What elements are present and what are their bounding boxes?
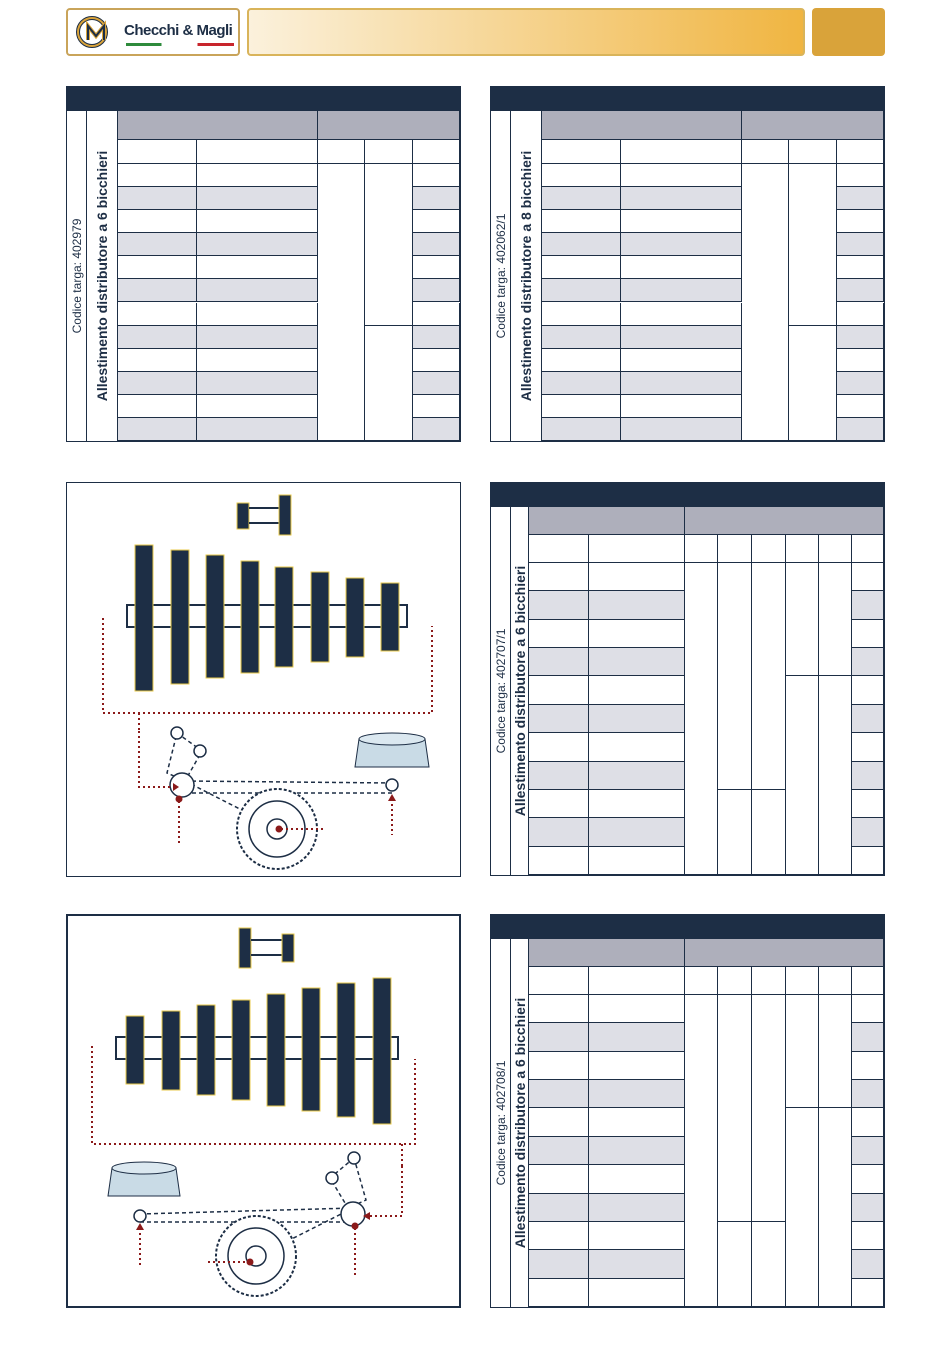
table-cell <box>529 1023 589 1051</box>
table-cell <box>621 233 742 256</box>
table-cell <box>197 303 318 326</box>
group-header-cell <box>529 507 685 535</box>
table-cell <box>529 1279 589 1307</box>
table-cell <box>118 256 197 279</box>
table-cell <box>837 256 884 279</box>
plate-code: Codice targa: 402707/1 <box>493 628 508 754</box>
table-cell <box>197 349 318 372</box>
table-cell <box>529 762 589 790</box>
merged-cell <box>819 676 852 875</box>
merged-cell <box>685 995 718 1307</box>
table-cell <box>197 233 318 256</box>
table-cell <box>413 279 460 302</box>
table-cell <box>542 372 621 395</box>
table-cell <box>852 762 884 790</box>
table-cell <box>837 349 884 372</box>
group-header-cell <box>685 939 884 967</box>
title-column <box>511 507 529 875</box>
table-cell <box>621 303 742 326</box>
plate-code: Codice targa: 402708/1 <box>493 1060 508 1186</box>
merged-cell <box>752 1222 786 1307</box>
table-cell <box>197 395 318 418</box>
merged-cell <box>365 164 413 326</box>
table-cell <box>529 620 589 648</box>
table-cell <box>118 303 197 326</box>
column-header-cell <box>718 535 752 563</box>
table-cell <box>118 210 197 233</box>
table-cell <box>852 1194 884 1222</box>
table-cell <box>413 164 460 187</box>
table-cell <box>529 847 589 875</box>
table-cell <box>542 349 621 372</box>
column-header-cell <box>752 535 786 563</box>
table-cell <box>589 563 685 591</box>
table-cell <box>852 1222 884 1250</box>
seed-hopper <box>108 1162 180 1196</box>
spec-table-402062-1 <box>490 86 885 442</box>
table-cell <box>413 187 460 210</box>
title-column <box>87 111 118 441</box>
configuration-title: Allestimento distributore a 8 bicchieri <box>518 150 534 402</box>
table-header-bar <box>491 483 884 507</box>
table-cell <box>589 995 685 1023</box>
table-cell <box>529 818 589 846</box>
table-cell <box>589 1222 685 1250</box>
table-cell <box>852 790 884 818</box>
table-cell <box>852 847 884 875</box>
table-cell <box>197 418 318 441</box>
table-cell <box>621 326 742 349</box>
merged-cell <box>365 326 413 441</box>
brand-logo <box>66 8 240 56</box>
header-page-tab <box>812 8 885 56</box>
spec-table-402708-1 <box>490 914 885 1308</box>
table-cell <box>852 1023 884 1051</box>
column-header-cell <box>837 140 884 164</box>
table-cell <box>118 349 197 372</box>
configuration-title: Allestimento distributore a 6 bicchieri <box>511 997 528 1249</box>
table-cell <box>589 818 685 846</box>
table-cell <box>589 790 685 818</box>
code-column <box>67 111 87 441</box>
configuration-title: Allestimento distributore a 6 bicchieri <box>94 150 110 402</box>
merged-cell <box>752 995 786 1222</box>
table-cell <box>413 395 460 418</box>
table-cell <box>118 418 197 441</box>
column-header-cell <box>819 967 852 995</box>
gear-block-right <box>282 934 294 962</box>
drive-diagram-1 <box>66 482 461 877</box>
table-cell <box>589 1080 685 1108</box>
table-cell <box>413 303 460 326</box>
table-cell <box>621 210 742 233</box>
seed-hopper <box>355 733 429 767</box>
table-cell <box>589 1250 685 1278</box>
table-cell <box>529 733 589 761</box>
table-cell <box>621 395 742 418</box>
table-cell <box>118 164 197 187</box>
table-cell <box>589 620 685 648</box>
table-cell <box>529 1194 589 1222</box>
column-header-cell <box>789 140 837 164</box>
table-cell <box>529 563 589 591</box>
table-cell <box>852 676 884 704</box>
table-cell <box>837 395 884 418</box>
table-cell <box>413 418 460 441</box>
table-cell <box>529 790 589 818</box>
merged-cell <box>789 326 837 441</box>
table-cell <box>852 563 884 591</box>
column-header-cell <box>685 535 718 563</box>
table-cell <box>197 372 318 395</box>
table-header-bar <box>67 87 460 111</box>
column-header-cell <box>742 140 789 164</box>
table-cell <box>589 648 685 676</box>
table-cell <box>542 164 621 187</box>
table-cell <box>837 164 884 187</box>
table-cell <box>413 326 460 349</box>
plate-code: Codice targa: 402062/1 <box>493 213 508 339</box>
table-cell <box>197 164 318 187</box>
table-cell <box>529 1052 589 1080</box>
table-cell <box>118 326 197 349</box>
table-cell <box>837 210 884 233</box>
table-cell <box>413 372 460 395</box>
table-cell <box>589 1137 685 1165</box>
column-header-cell <box>197 140 318 164</box>
table-cell <box>852 1108 884 1136</box>
table-cell <box>621 349 742 372</box>
table-cell <box>852 818 884 846</box>
table-cell <box>837 187 884 210</box>
merged-cell <box>718 563 752 790</box>
table-cell <box>621 256 742 279</box>
code-column <box>491 939 511 1307</box>
column-header-cell <box>819 535 852 563</box>
plate-code: Codice targa: 402979 <box>69 218 84 334</box>
gear-block-left <box>237 503 249 529</box>
table-cell <box>589 705 685 733</box>
gear-stack <box>135 545 399 691</box>
spec-grid <box>542 111 884 441</box>
table-cell <box>118 187 197 210</box>
table-cell <box>621 418 742 441</box>
table-cell <box>852 620 884 648</box>
table-cell <box>589 1108 685 1136</box>
column-header-cell <box>529 967 589 995</box>
table-cell <box>621 164 742 187</box>
column-header-cell <box>589 535 685 563</box>
table-cell <box>413 210 460 233</box>
table-cell <box>852 1137 884 1165</box>
title-column <box>511 939 529 1307</box>
merged-cell <box>718 790 752 875</box>
table-cell <box>529 1222 589 1250</box>
table-header-bar <box>491 87 884 111</box>
table-cell <box>529 705 589 733</box>
logo-emblem-icon <box>74 14 122 50</box>
gear-stack <box>126 978 391 1124</box>
merged-cell <box>786 676 819 875</box>
column-header-cell <box>529 535 589 563</box>
table-header-bar <box>491 915 884 939</box>
table-cell <box>529 1250 589 1278</box>
column-header-cell <box>621 140 742 164</box>
table-cell <box>529 1080 589 1108</box>
table-cell <box>529 648 589 676</box>
table-cell <box>118 233 197 256</box>
merged-cell <box>718 1222 752 1307</box>
code-column <box>491 507 511 875</box>
merged-cell <box>786 1108 819 1307</box>
table-cell <box>542 279 621 302</box>
table-cell <box>413 256 460 279</box>
table-cell <box>542 210 621 233</box>
table-cell <box>197 187 318 210</box>
table-cell <box>852 1279 884 1307</box>
table-cell <box>542 418 621 441</box>
table-cell <box>852 733 884 761</box>
code-column <box>491 111 511 441</box>
table-cell <box>542 233 621 256</box>
merged-cell <box>786 563 819 676</box>
column-header-cell <box>752 967 786 995</box>
merged-cell <box>742 164 789 441</box>
merged-cell <box>819 1108 852 1307</box>
table-cell <box>118 279 197 302</box>
group-header-cell <box>542 111 742 140</box>
table-cell <box>621 187 742 210</box>
column-header-cell <box>118 140 197 164</box>
table-cell <box>197 256 318 279</box>
group-header-cell <box>742 111 884 140</box>
merged-cell <box>786 995 819 1108</box>
table-cell <box>542 395 621 418</box>
table-cell <box>837 372 884 395</box>
column-header-cell <box>786 535 819 563</box>
table-cell <box>589 1279 685 1307</box>
table-cell <box>542 326 621 349</box>
table-cell <box>542 303 621 326</box>
table-cell <box>529 1137 589 1165</box>
table-cell <box>589 676 685 704</box>
table-cell <box>529 995 589 1023</box>
table-cell <box>542 187 621 210</box>
gear-shaft <box>127 605 407 627</box>
table-cell <box>197 326 318 349</box>
table-cell <box>542 256 621 279</box>
table-cell <box>837 418 884 441</box>
table-cell <box>589 1023 685 1051</box>
merged-cell <box>752 563 786 790</box>
table-cell <box>852 1052 884 1080</box>
column-header-cell <box>852 967 884 995</box>
merged-cell <box>685 563 718 875</box>
column-header-cell <box>786 967 819 995</box>
table-cell <box>589 1194 685 1222</box>
merged-cell <box>789 164 837 326</box>
table-cell <box>852 591 884 619</box>
column-header-cell <box>413 140 460 164</box>
brand-tricolor-bar <box>126 43 234 46</box>
table-cell <box>118 395 197 418</box>
table-cell <box>589 1165 685 1193</box>
column-header-cell <box>685 967 718 995</box>
group-header-cell <box>529 939 685 967</box>
table-cell <box>852 1080 884 1108</box>
table-cell <box>589 762 685 790</box>
table-cell <box>621 372 742 395</box>
column-header-cell <box>718 967 752 995</box>
spec-grid <box>529 507 884 875</box>
drive-wheel <box>216 1216 296 1296</box>
merged-cell <box>718 995 752 1222</box>
merged-cell <box>819 563 852 676</box>
table-cell <box>621 279 742 302</box>
table-cell <box>197 279 318 302</box>
merged-cell <box>752 790 786 875</box>
table-cell <box>837 303 884 326</box>
group-header-cell <box>685 507 884 535</box>
table-cell <box>837 326 884 349</box>
configuration-title: Allestimento distributore a 6 bicchieri <box>511 565 528 817</box>
header-banner <box>247 8 805 56</box>
column-header-cell <box>852 535 884 563</box>
table-cell <box>852 648 884 676</box>
table-cell <box>413 349 460 372</box>
table-cell <box>413 233 460 256</box>
group-header-cell <box>318 111 460 140</box>
spec-table-402979 <box>66 86 461 442</box>
table-cell <box>529 676 589 704</box>
column-header-cell <box>318 140 365 164</box>
table-cell <box>197 210 318 233</box>
merged-cell <box>318 164 365 441</box>
table-cell <box>589 1052 685 1080</box>
drive-diagram-2-drawing <box>68 916 459 1306</box>
column-header-cell <box>542 140 621 164</box>
drive-diagram-1-drawing <box>67 483 462 878</box>
merged-cell <box>819 995 852 1108</box>
table-cell <box>589 733 685 761</box>
spec-table-402707-1 <box>490 482 885 876</box>
brand-name: Checchi & Magli <box>124 22 233 39</box>
group-header-cell <box>118 111 318 140</box>
spec-grid <box>529 939 884 1307</box>
table-cell <box>852 1250 884 1278</box>
spec-grid <box>118 111 460 441</box>
gear-block-left <box>239 928 251 968</box>
column-header-cell <box>365 140 413 164</box>
column-header-cell <box>589 967 685 995</box>
gear-shaft <box>116 1037 398 1059</box>
table-cell <box>852 995 884 1023</box>
table-cell <box>529 1108 589 1136</box>
table-cell <box>837 233 884 256</box>
table-cell <box>852 705 884 733</box>
table-cell <box>589 847 685 875</box>
gear-block-right <box>279 495 291 535</box>
table-cell <box>837 279 884 302</box>
title-column <box>511 111 542 441</box>
table-cell <box>852 1165 884 1193</box>
drive-diagram-2 <box>66 914 461 1308</box>
table-cell <box>589 591 685 619</box>
table-cell <box>529 591 589 619</box>
table-cell <box>529 1165 589 1193</box>
table-cell <box>118 372 197 395</box>
